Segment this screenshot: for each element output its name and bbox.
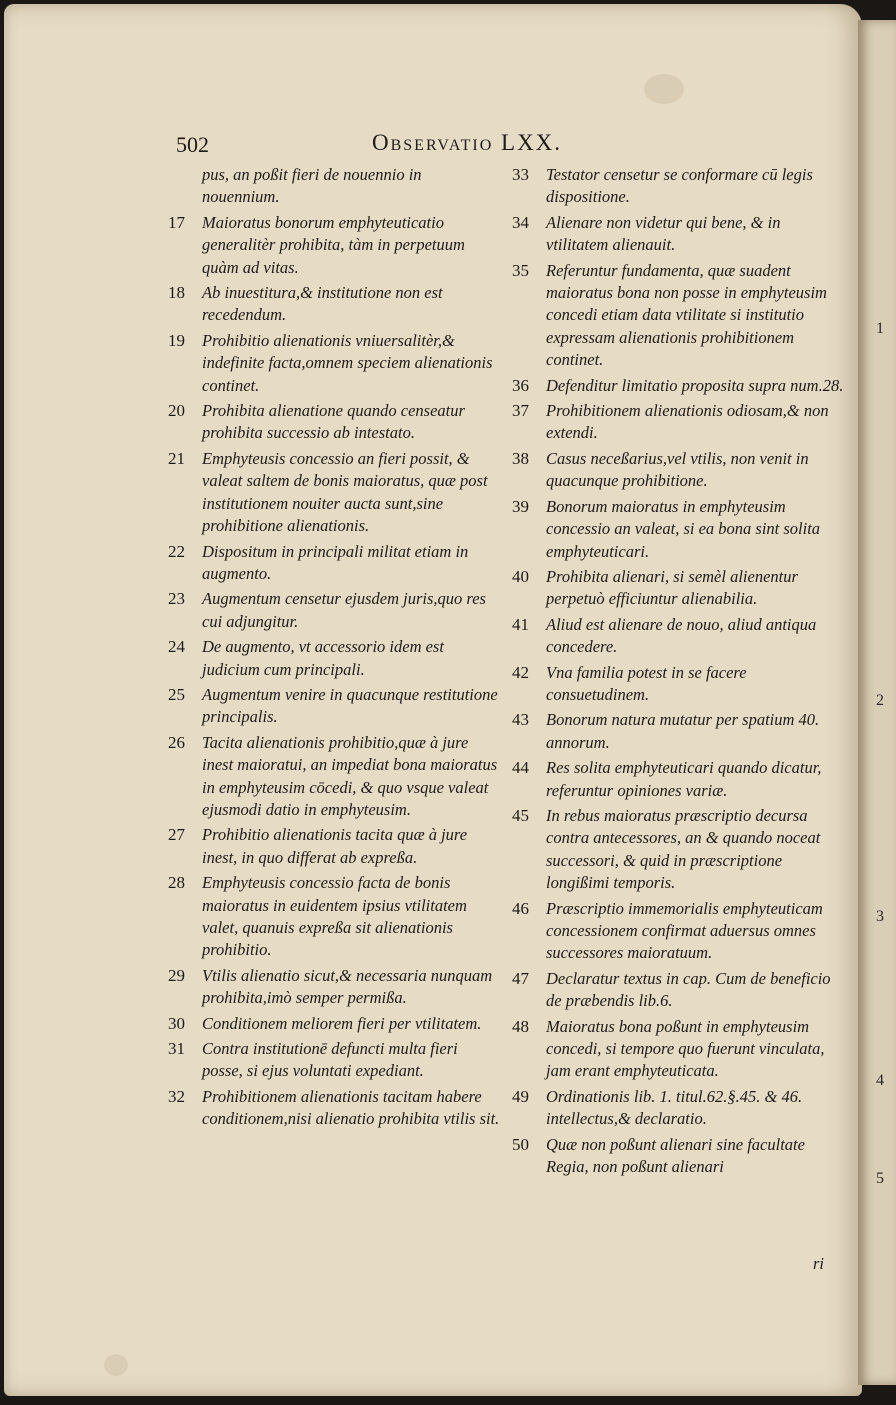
summary-entry: 22 Dispositum in principali militat etiam in augmento. bbox=[168, 541, 469, 583]
summary-entry: 24 De augmento, vt accessorio idem est judicium cum principali. bbox=[168, 637, 444, 679]
summary-entry: 29 Vtilis alienatio sicut,& necessaria nunquam prohibita,imò semper permißa. bbox=[168, 965, 493, 1008]
summary-entry: 36 Defenditur limitatio proposita supra num.28. bbox=[512, 375, 844, 395]
summary-entry: 26 Tacita alienationis prohibitio,quæ à jure inest maioratui, an impediat bona maioratus in emphyteusim cōcedi, & quo vsque valeat ejusmodi datio in emphyteusim. bbox=[168, 732, 498, 819]
summary-entry: 34 Alienare non videtur qui bene, & in vtilitatem alienauit. bbox=[512, 212, 781, 255]
summary-entry: 18 Ab inuestitura,& institutione non est recedendum. bbox=[168, 283, 443, 325]
summary-entry: 39 Bonorum maioratus in emphyteusim concessio an valeat, si ea bona sint solita emphyteuticari. bbox=[512, 496, 821, 561]
catchword: ri bbox=[812, 1254, 824, 1273]
summary-entry: 33 Testator censetur se conformare cū legis dispositione. bbox=[512, 165, 813, 207]
summary-entry: 37 Prohibitionem alienationis odiosam,& non extendi. bbox=[512, 401, 829, 443]
summary-entry: 43 Bonorum natura mutatur per spatium 40. annorum. bbox=[512, 710, 820, 752]
margin-number: 1 bbox=[876, 320, 884, 337]
summary-entry: 32 Prohibitionem alienationis tacitam habere conditionem,nisi alienatio prohibita vtilis sit. bbox=[168, 1086, 500, 1129]
page-header bbox=[176, 130, 836, 160]
summary-entry: 30 Conditionem meliorem fieri per vtilitatem. bbox=[168, 1013, 482, 1033]
left-column bbox=[160, 164, 500, 1134]
margin-number: 3 bbox=[876, 908, 884, 925]
page-number: 502 bbox=[176, 132, 209, 157]
summary-entry: 47 Declaratur textus in cap. Cum de beneficio de præbendis lib.6. bbox=[512, 968, 831, 1011]
summary-entry: 38 Casus neceßarius,vel vtilis, non venit in quacunque prohibitione. bbox=[512, 448, 809, 491]
summary-entry: 20 Prohibita alienatione quando censeatur prohibita successio ab intestato. bbox=[168, 401, 465, 443]
book-page bbox=[4, 4, 862, 1396]
summary-entry: 25 Augmentum venire in quacunque restitutione principalis. bbox=[168, 684, 498, 727]
margin-number: 4 bbox=[876, 1072, 884, 1089]
running-head: Observatio LXX. bbox=[372, 130, 563, 155]
continuation-text: pus, an poßit fieri de nouennio in nouennium. bbox=[202, 165, 422, 207]
right-column bbox=[504, 164, 844, 1181]
margin-number: 5 bbox=[876, 1170, 884, 1187]
summary-entry: 46 Præscriptio immemorialis emphyteuticam concessionem confirmat aduersus omnes successores maioratuum. bbox=[512, 898, 823, 963]
paper-stain bbox=[644, 74, 684, 104]
summary-entry: 41 Aliud est alienare de nouo, aliud antiqua concedere. bbox=[512, 614, 817, 657]
summary-entry: 27 Prohibitio alienationis tacita quæ à jure inest, in quo differat ab expreßa. bbox=[168, 825, 468, 867]
summary-entry: 35 Referuntur fundamenta, quæ suadent maioratus bona non posse in emphyteusim concedi etiam data vtilitate si institutio expressam alienationis prohibitionem continet. bbox=[512, 260, 827, 370]
summary-entry: 44 Res solita emphyteuticari quando dicatur, referuntur opiniones variæ. bbox=[512, 758, 822, 800]
summary-entry: 31 Contra institutionē defuncti multa fieri posse, si ejus voluntati expediant. bbox=[168, 1039, 458, 1081]
paper-stain bbox=[104, 1354, 128, 1376]
summary-entry: 50 Quæ non poßunt alienari sine facultate Regia, non poßunt alienari bbox=[512, 1134, 805, 1177]
summary-entry: 19 Prohibitio alienationis vniuersalitèr,& indefinite facta,omnem speciem alienationis continet. bbox=[168, 330, 493, 395]
summary-entry: 48 Maioratus bona poßunt in emphyteusim concedi, si tempore quo fuerunt vinculata, jam erant emphyteuticata. bbox=[512, 1016, 825, 1081]
summary-entry: 21 Emphyteusis concessio an fieri possit, & valeat saltem de bonis maioratus, quæ post institutionem nouiter aucta sunt,sine prohibitione alienationis. bbox=[168, 448, 488, 536]
summary-entry: 49 Ordinationis lib. 1. titul.62.§.45. & 46. intellectus,& declaratio. bbox=[512, 1086, 803, 1129]
summary-entry: 17 Maioratus bonorum emphyteuticatio generalitèr prohibita, tàm in perpetuum quàm ad vitas. bbox=[168, 212, 465, 277]
summary-entry: 23 Augmentum censetur ejusdem juris,quo res cui adjungitur. bbox=[168, 589, 486, 631]
summary-entry: 42 Vna familia potest in se facere consuetudinem. bbox=[512, 662, 747, 704]
summary-entry: 40 Prohibita alienari, si semèl alienentur perpetuò efficiuntur alienabilia. bbox=[512, 566, 798, 609]
summary-entry: 45 In rebus maioratus præscriptio decursa contra antecessores, an & quando noceat successori, & quid in præscriptione longißimi temporis. bbox=[512, 805, 821, 893]
next-page-edge bbox=[858, 20, 896, 1385]
margin-number: 2 bbox=[876, 692, 884, 709]
summary-entry: 28 Emphyteusis concessio facta de bonis maioratus in euidentem ipsius vtilitatem valet, quanuis expreßa sit alienationis prohibitio. bbox=[168, 873, 467, 960]
